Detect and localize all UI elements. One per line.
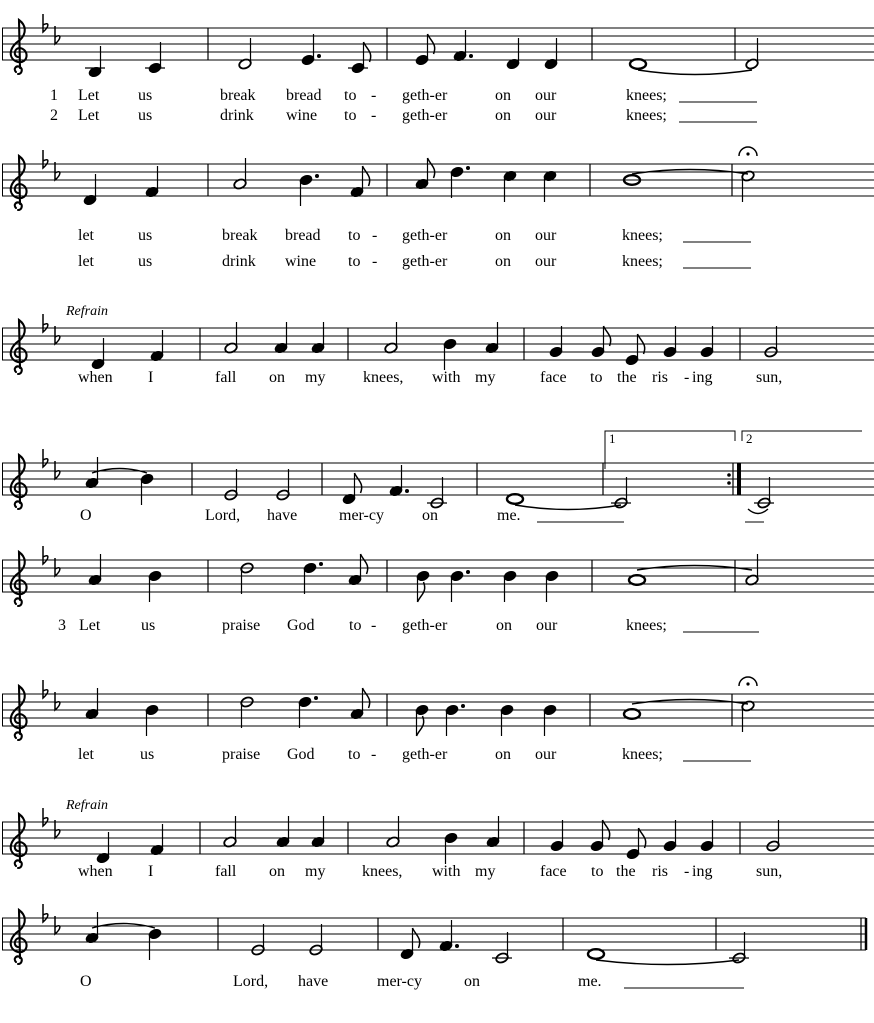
- note-5-0: [88, 554, 102, 586]
- lyric-word-7-1-14: ing: [692, 863, 713, 880]
- note-2-1: [145, 166, 159, 198]
- staff-system-4: [2, 431, 874, 495]
- note-6-8: [543, 704, 557, 736]
- lyric-word-1-1-3: us: [138, 87, 153, 104]
- note-7-3: [276, 816, 290, 848]
- lyric-word-8-1-4: mer-cy: [377, 973, 422, 990]
- lyric-word-6-1-1: let: [78, 746, 94, 763]
- key-flat-b-5: [43, 546, 48, 564]
- lyric-word-1-2-5: wine: [286, 107, 318, 124]
- whole-note-head-1-9: [630, 59, 646, 69]
- note-6-0: [85, 688, 99, 720]
- note-5-7: [503, 570, 517, 602]
- volta-bracket-2: [742, 431, 862, 441]
- staff-system-5: [2, 560, 874, 592]
- lyric-word-4-1-6: me.: [497, 507, 521, 524]
- note-flag-2-5: [428, 158, 435, 178]
- note-8-1: [148, 928, 162, 960]
- lyric-word-1-1-5: bread: [286, 87, 322, 104]
- note-5-1: [148, 570, 162, 602]
- note-5-10: [745, 554, 759, 586]
- note-3-11: [663, 326, 677, 358]
- lyric-word-1-1-9: on: [495, 87, 511, 104]
- note-flag-8-4: [413, 928, 420, 948]
- note-8-7: [588, 949, 604, 959]
- lyric-word-7-1-2: I: [148, 863, 154, 880]
- lyric-word-3-1-15: sun,: [756, 369, 783, 386]
- note-2-10: [739, 147, 757, 202]
- note-dot-6-3: [314, 696, 318, 700]
- note-1-4: [348, 42, 371, 74]
- note-4-3: [276, 469, 290, 501]
- note-7-0: [96, 832, 110, 864]
- note-2-7: [503, 170, 517, 202]
- lyric-word-1-2-2: Let: [78, 107, 100, 124]
- note-2-8: [543, 170, 557, 202]
- lyric-word-1-2-4: drink: [220, 107, 254, 124]
- lyric-word-4-1-3: have: [267, 507, 298, 524]
- note-6-1: [145, 704, 159, 736]
- lyric-word-1-1-1: 1: [50, 87, 58, 104]
- note-1-1: [145, 42, 165, 74]
- note-3-13: [764, 326, 778, 358]
- note-1-2: [238, 38, 252, 70]
- lyric-word-1-2-10: our: [535, 107, 557, 124]
- lyric-word-7-1-3: fall: [215, 863, 237, 880]
- note-5-5: [416, 570, 430, 602]
- note-1-3: [301, 34, 321, 66]
- note-2-2: [233, 158, 247, 190]
- lyric-word-3-1-4: on: [269, 369, 285, 386]
- note-dot-6-6: [461, 704, 465, 708]
- note-1-8: [544, 38, 558, 70]
- note-4-8: [611, 477, 631, 509]
- note-3-12: [700, 326, 714, 358]
- fermata-dot-6: [746, 682, 749, 685]
- repeat-dot-upper: [727, 473, 731, 477]
- tie-4-1: [515, 505, 621, 510]
- note-8-2: [251, 924, 265, 956]
- note-4-9: [754, 477, 774, 509]
- note-3-1: [150, 330, 164, 362]
- note-1-6: [453, 30, 473, 62]
- lyric-word-5-1-5: God: [287, 617, 315, 634]
- note-8-5: [439, 920, 459, 952]
- lyric-word-6-1-8: on: [495, 746, 511, 763]
- key-flat-e-5: [55, 558, 60, 576]
- note-7-10: [626, 828, 646, 860]
- key-flat-b-2: [43, 150, 48, 168]
- lyric-word-3-1-1: when: [78, 369, 113, 386]
- lyric-word-5-1-10: our: [536, 617, 558, 634]
- lyric-word-7-1-10: to: [591, 863, 604, 880]
- note-5-3: [303, 562, 323, 594]
- lyric-word-3-1-2: I: [148, 369, 154, 386]
- note-dot-1-3: [317, 54, 321, 58]
- note-1-5: [415, 34, 435, 66]
- note-1-7: [506, 38, 520, 70]
- lyric-word-3-1-11: the: [617, 369, 637, 386]
- note-4-2: [224, 469, 238, 501]
- note-5-2: [240, 562, 254, 594]
- note-7-13: [766, 820, 780, 852]
- note-7-12: [700, 820, 714, 852]
- lyric-word-2-1-6: -: [372, 227, 378, 244]
- note-2-3: [299, 174, 319, 206]
- lyric-word-1-2-8: geth-er: [402, 107, 448, 124]
- fermata-dot-2: [746, 152, 749, 155]
- lyric-word-8-1-5: on: [464, 973, 480, 990]
- key-flat-e-1: [55, 26, 60, 44]
- lyric-word-8-1-2: Lord,: [233, 973, 269, 990]
- lyric-word-1-2-11: knees;: [626, 107, 667, 124]
- key-flat-b-4: [43, 449, 48, 467]
- lyric-word-8-1-6: me.: [578, 973, 602, 990]
- note-8-4: [400, 928, 420, 960]
- lyric-word-1-1-10: our: [535, 87, 557, 104]
- note-3-2: [224, 322, 238, 354]
- key-flat-b-1: [43, 14, 48, 32]
- whole-note-head-6-9: [624, 709, 640, 719]
- lyric-word-2-2-8: on: [495, 253, 511, 270]
- whole-note-head-4-7: [507, 494, 523, 504]
- staff-system-7: [2, 822, 874, 854]
- note-4-5: [389, 465, 409, 497]
- lyric-word-7-1-15: sun,: [756, 863, 783, 880]
- lyric-word-1-2-9: on: [495, 107, 511, 124]
- lyric-word-6-1-4: God: [287, 746, 315, 763]
- lyric-word-7-1-6: knees,: [362, 863, 403, 880]
- note-2-0: [83, 174, 97, 206]
- lyric-word-7-1-1: when: [78, 863, 113, 880]
- tie-4-2: [748, 509, 768, 514]
- note-6-7: [500, 704, 514, 736]
- note-flag-6-4: [363, 688, 370, 708]
- lyric-word-7-1-9: face: [540, 863, 567, 880]
- key-flat-e-4: [55, 461, 60, 479]
- note-4-1: [140, 473, 154, 505]
- lyric-word-3-1-3: fall: [215, 369, 237, 386]
- lyric-word-3-1-6: knees,: [363, 369, 404, 386]
- note-flag-4-4: [355, 473, 362, 493]
- lyric-word-2-1-2: us: [138, 227, 153, 244]
- lyric-word-1-2-7: -: [371, 107, 377, 124]
- lyric-word-5-1-3: us: [141, 617, 156, 634]
- lyric-word-6-1-10: knees;: [622, 746, 663, 763]
- key-flat-e-6: [55, 692, 60, 710]
- lyric-word-7-1-11: the: [616, 863, 636, 880]
- lyric-word-1-2-3: us: [138, 107, 153, 124]
- note-dot-5-3: [319, 562, 323, 566]
- lyric-word-2-2-7: geth-er: [402, 253, 448, 270]
- note-dot-8-5: [455, 944, 459, 948]
- lyric-word-7-1-12: ris: [652, 863, 668, 880]
- note-8-6: [492, 932, 512, 964]
- note-4-6: [427, 477, 447, 509]
- note-1-10: [745, 38, 759, 70]
- note-3-4: [311, 322, 325, 354]
- key-flat-e-8: [55, 916, 60, 934]
- lyric-word-2-2-3: drink: [222, 253, 256, 270]
- note-7-11: [663, 820, 677, 852]
- lyric-word-5-1-4: praise: [222, 617, 261, 634]
- note-6-2: [240, 696, 254, 728]
- lyric-word-5-1-11: knees;: [626, 617, 667, 634]
- note-dot-2-6: [466, 166, 470, 170]
- note-3-9: [591, 326, 611, 358]
- lyric-word-2-1-7: geth-er: [402, 227, 448, 244]
- lyric-word-5-1-6: to: [349, 617, 362, 634]
- repeat-thick-bar: [737, 463, 741, 495]
- note-dot-1-6: [469, 54, 473, 58]
- note-7-1: [150, 824, 164, 856]
- note-3-0: [91, 338, 105, 370]
- note-flag-5-4: [361, 554, 368, 574]
- note-7-2: [223, 816, 237, 848]
- note-5-4: [348, 554, 368, 586]
- note-2-5: [415, 158, 435, 190]
- volta-number-1: 1: [609, 431, 616, 446]
- note-6-9: [624, 709, 640, 719]
- lyric-word-3-1-7: with: [432, 369, 461, 386]
- lyric-word-1-1-7: -: [371, 87, 377, 104]
- staff-system-1: [2, 28, 874, 60]
- lyric-word-3-1-8: my: [475, 369, 496, 386]
- note-6-4: [350, 688, 370, 720]
- note-8-8: [729, 932, 749, 964]
- note-7-4: [311, 816, 325, 848]
- lyric-word-3-1-10: to: [590, 369, 603, 386]
- lyric-word-5-1-7: -: [371, 617, 377, 634]
- lyric-word-6-1-3: praise: [222, 746, 261, 763]
- lyric-word-2-1-1: let: [78, 227, 94, 244]
- note-1-0: [85, 46, 105, 78]
- lyric-word-3-1-13: -: [684, 369, 690, 386]
- key-flat-b-3: [43, 314, 48, 332]
- key-flat-e-3: [55, 326, 60, 344]
- note-3-10: [625, 334, 645, 366]
- note-7-7: [486, 816, 500, 848]
- note-6-3: [298, 696, 318, 728]
- lyric-word-6-1-9: our: [535, 746, 557, 763]
- lyric-word-2-1-9: our: [535, 227, 557, 244]
- lyric-word-3-1-14: ing: [692, 369, 713, 386]
- lyric-word-5-1-1: 3: [58, 617, 66, 634]
- lyric-word-1-1-2: Let: [78, 87, 100, 104]
- note-1-9: [630, 59, 646, 69]
- lyric-word-2-1-8: on: [495, 227, 511, 244]
- lyric-word-7-1-8: my: [475, 863, 496, 880]
- lyric-word-4-1-5: on: [422, 507, 438, 524]
- note-5-6: [450, 570, 470, 602]
- key-flat-e-2: [55, 162, 60, 180]
- tie-1-0: [638, 70, 752, 75]
- note-2-6: [450, 166, 470, 198]
- lyric-word-7-1-5: my: [305, 863, 326, 880]
- refrain-marking-7: Refrain: [66, 798, 108, 813]
- note-dot-4-5: [405, 489, 409, 493]
- lyric-word-2-2-10: knees;: [622, 253, 663, 270]
- note-4-7: [507, 494, 523, 504]
- refrain-marking-3: Refrain: [66, 304, 108, 319]
- tie-8-1: [596, 960, 739, 965]
- note-dot-2-3: [315, 174, 319, 178]
- note-6-5: [415, 704, 429, 736]
- note-7-5: [386, 816, 400, 848]
- note-3-3: [274, 322, 288, 354]
- key-flat-b-6: [43, 680, 48, 698]
- lyric-word-2-2-5: to: [348, 253, 361, 270]
- lyric-word-4-1-4: mer-cy: [339, 507, 384, 524]
- lyric-word-3-1-5: my: [305, 369, 326, 386]
- lyric-word-6-1-5: to: [348, 746, 361, 763]
- lyric-word-1-1-4: break: [220, 87, 256, 104]
- note-7-9: [590, 820, 610, 852]
- lyric-word-7-1-13: -: [684, 863, 690, 880]
- lyric-word-2-1-4: bread: [285, 227, 321, 244]
- lyric-word-1-1-8: geth-er: [402, 87, 448, 104]
- note-8-3: [309, 924, 323, 956]
- lyric-word-1-2-6: to: [344, 107, 357, 124]
- note-6-10: [739, 677, 757, 732]
- lyric-word-2-2-4: wine: [285, 253, 317, 270]
- lyric-word-5-1-8: geth-er: [402, 617, 448, 634]
- note-dot-5-6: [466, 570, 470, 574]
- lyric-word-1-1-6: to: [344, 87, 357, 104]
- lyric-word-4-1-1: O: [80, 507, 92, 524]
- note-4-0: [85, 457, 99, 489]
- key-flat-e-7: [55, 820, 60, 838]
- key-flat-b-7: [43, 808, 48, 826]
- lyric-word-3-1-12: ris: [652, 369, 668, 386]
- lyric-word-2-1-10: knees;: [622, 227, 663, 244]
- note-5-9: [629, 575, 645, 585]
- lyric-word-5-1-2: Let: [79, 617, 101, 634]
- whole-note-head-8-7: [588, 949, 604, 959]
- lyric-word-5-1-9: on: [496, 617, 512, 634]
- lyric-word-7-1-4: on: [269, 863, 285, 880]
- lyric-word-6-1-2: us: [140, 746, 155, 763]
- note-3-8: [549, 326, 563, 358]
- staff-system-3: [2, 328, 874, 360]
- note-4-4: [342, 473, 362, 505]
- whole-note-head-5-9: [629, 575, 645, 585]
- note-5-8: [545, 570, 559, 602]
- note-3-5: [384, 322, 398, 354]
- note-8-0: [85, 912, 99, 944]
- lyric-word-1-2-1: 2: [50, 107, 58, 124]
- staff-system-8: [2, 918, 866, 950]
- lyric-word-2-1-3: break: [222, 227, 258, 244]
- note-flag-2-4: [363, 166, 370, 186]
- lyric-word-7-1-7: with: [432, 863, 461, 880]
- note-7-8: [550, 820, 564, 852]
- repeat-dot-lower: [727, 481, 731, 485]
- lyric-word-2-2-1: let: [78, 253, 94, 270]
- lyric-word-2-2-6: -: [372, 253, 378, 270]
- note-3-6: [443, 338, 457, 370]
- lyric-word-8-1-3: have: [298, 973, 329, 990]
- lyric-word-2-2-2: us: [138, 253, 153, 270]
- lyric-word-3-1-9: face: [540, 369, 567, 386]
- note-6-6: [445, 704, 465, 736]
- lyric-word-2-2-9: our: [535, 253, 557, 270]
- note-7-6: [444, 832, 458, 864]
- note-2-4: [350, 166, 370, 198]
- lyric-word-4-1-2: Lord,: [205, 507, 241, 524]
- lyric-word-6-1-7: geth-er: [402, 746, 448, 763]
- note-3-7: [485, 322, 499, 354]
- lyric-word-8-1-1: O: [80, 973, 92, 990]
- key-flat-b-8: [43, 904, 48, 922]
- lyric-word-1-1-11: knees;: [626, 87, 667, 104]
- lyric-word-6-1-6: -: [371, 746, 377, 763]
- volta-number-2: 2: [746, 431, 753, 446]
- lyric-word-2-1-5: to: [348, 227, 361, 244]
